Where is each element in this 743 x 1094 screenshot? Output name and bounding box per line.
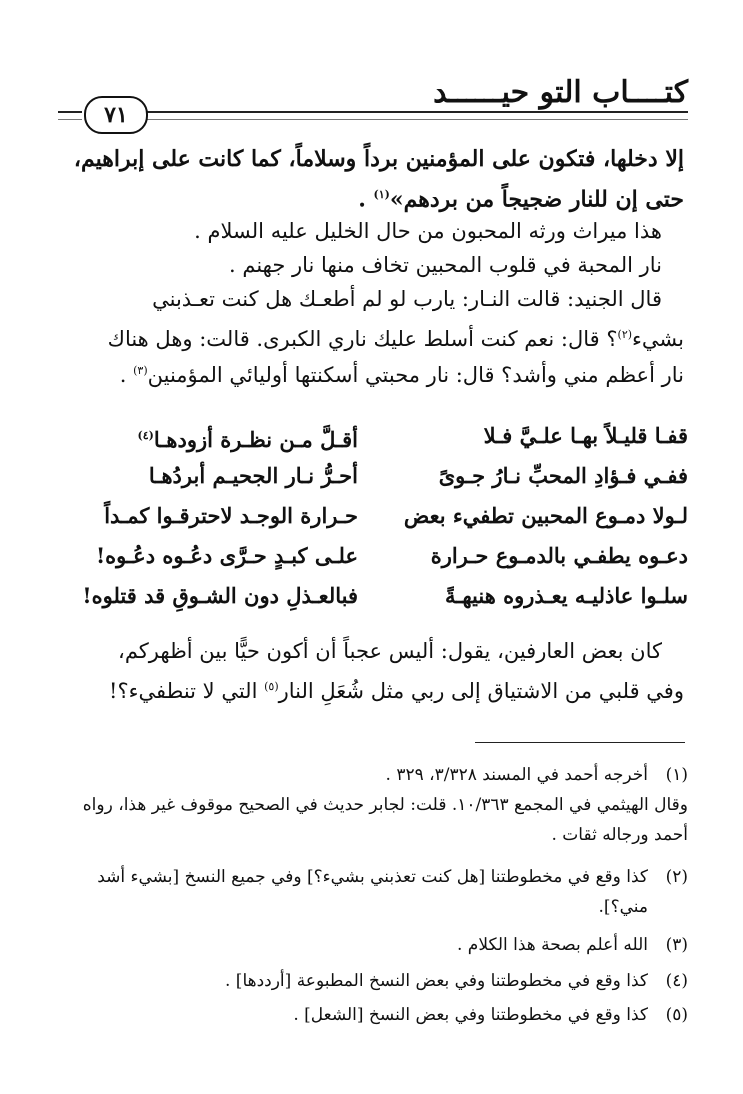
footnote-2 xyxy=(58,862,688,924)
paragraph-5-line-2 xyxy=(58,670,684,708)
closing-text xyxy=(58,634,684,714)
verse-hemistich-right: قفـا قليـلاً بهـا علـيَّ فـلا xyxy=(483,423,688,448)
p1-l2-end: . xyxy=(358,186,374,213)
p1-l2-text: حتى إن للنار ضجيجاً من بردهم» xyxy=(389,186,684,213)
footnote-1 xyxy=(58,760,688,850)
verse-hemistich-right: دعـوه يطفـي بالدمـوع حـرارة xyxy=(430,543,688,568)
footnote-1-line-1: أخرجه أحمد في المسند ٣/٣٢٨، ٣٢٩ . xyxy=(385,765,648,785)
p4-l3-b: . xyxy=(119,363,134,387)
footnote-ref-3: (٣) xyxy=(133,364,148,377)
paragraph-3: نار المحبة في قلوب المحبين تخاف منها نار جهنم . xyxy=(229,253,662,277)
footnote-number: (١) xyxy=(665,765,688,785)
p5-l2-a: وفي قلبي من الاشتياق إلى ربي مثل شُعَلِ النار xyxy=(278,679,684,703)
footnote-separator xyxy=(475,742,685,743)
paragraph-1-line-1: إلا دخلها، فتكون على المؤمنين برداً وسلاماً، كما كانت على إبراهيم، xyxy=(73,146,684,172)
footnote-ref-4: (٤) xyxy=(137,429,154,442)
footnote-3 xyxy=(58,930,688,960)
p5-l2-b: التي لا تنطفيء؟! xyxy=(109,679,265,703)
footnote-ref-5: (٥) xyxy=(264,680,279,693)
book-title: كتــــاب التو حيــــــد xyxy=(433,75,688,110)
p4-l3-a: نار أعظم مني وأشد؟ قال: نار محبتي أسكنتها أوليائي المؤمنين xyxy=(147,363,684,387)
verse-row xyxy=(58,418,688,454)
verse-row xyxy=(58,578,688,614)
paragraph-1-line-2 xyxy=(58,178,684,216)
paragraph-4-line-3 xyxy=(58,354,684,392)
footnote-ref-2: (٢) xyxy=(617,328,633,341)
footnote-ref-1: (١) xyxy=(373,188,390,201)
paragraph-5-line-1: كان بعض العارفين، يقول: أليس عجباً أن أكون حيًّا بين أظهركم، xyxy=(118,639,662,663)
footnote-1-line-2: وقال الهيثمي في المجمع ١٠/٣٦٣. قلت: لجابر حديث في الصحيح موقوف غير هذا، رواه أحمد ورجاله ثقات . xyxy=(82,795,688,845)
footnote-number: (٣) xyxy=(665,935,688,955)
p4-l2-b: ؟ قال: نعم كنت أسلط عليك ناري الكبرى. قالت: وهل هناك xyxy=(107,327,618,351)
header-rule-left xyxy=(58,111,82,120)
verse-hemistich-right: لـولا دمـوع المحبين تطفيء بعض xyxy=(403,503,688,528)
verse-hemistich-right: ففـي فـؤادِ المحبِّ نـارُ جـوىً xyxy=(438,463,688,488)
paragraph-2: هذا ميراث ورثه المحبون من حال الخليل عليه السلام . xyxy=(194,219,662,243)
p4-l2-a: بشيء xyxy=(632,327,684,351)
verse-row xyxy=(58,458,688,494)
header-rule xyxy=(146,111,688,120)
footnote-5 xyxy=(58,1000,688,1030)
paragraph-4-line-2 xyxy=(58,318,684,356)
footnote-number: (٤) xyxy=(665,971,688,991)
verse-hemistich-right: سلـوا عاذليـه يعـذروه هنيهـةً xyxy=(444,583,688,608)
verse-row xyxy=(58,538,688,574)
footnote-text: كذا وقع في مخطوطتنا وفي بعض النسخ المطبوعة [أرددها] . xyxy=(225,971,648,991)
footnote-text: الله أعلم بصحة هذا الكلام . xyxy=(456,935,648,955)
footnote-number: (٢) xyxy=(665,867,688,887)
verse-row xyxy=(58,498,688,534)
footnote-text: كذا وقع في مخطوطتنا وفي بعض النسخ [الشعل] . xyxy=(293,1005,648,1025)
verse-hemistich-left: فبالعـذلِ دون الشـوقِ قد قتلوه! xyxy=(82,583,358,608)
footnote-number: (٥) xyxy=(665,1005,688,1025)
verse-left-text: أقـلَّ مـن نظـرة أزودهـا xyxy=(153,427,358,452)
paragraph-4-line-1: قال الجنيد: قالت النـار: يارب لو لم أطعـك هل كنت تعـذبني xyxy=(152,287,662,311)
verse-hemistich-left: علـى كبـدٍ حـرَّى دعُـوه دعُـوه! xyxy=(95,543,358,568)
footnote-text: كذا وقع في مخطوطتنا [هل كنت تعذبني بشيء؟] وفي جميع النسخ [بشيء أشد مني؟]. xyxy=(97,867,648,917)
verse-hemistich-left: حـرارة الوجـد لاحترقـوا كمـداً xyxy=(104,503,358,528)
verse-hemistich-left: أحـرُّ نـار الجحيـم أبردُهـا xyxy=(148,463,358,488)
page-header xyxy=(58,75,688,130)
page-number: ٧١ xyxy=(84,96,148,134)
poem xyxy=(58,418,688,623)
verse-hemistich-left xyxy=(58,418,358,458)
footnote-4 xyxy=(58,966,688,996)
footnote-text xyxy=(58,760,688,850)
main-text xyxy=(58,142,684,412)
